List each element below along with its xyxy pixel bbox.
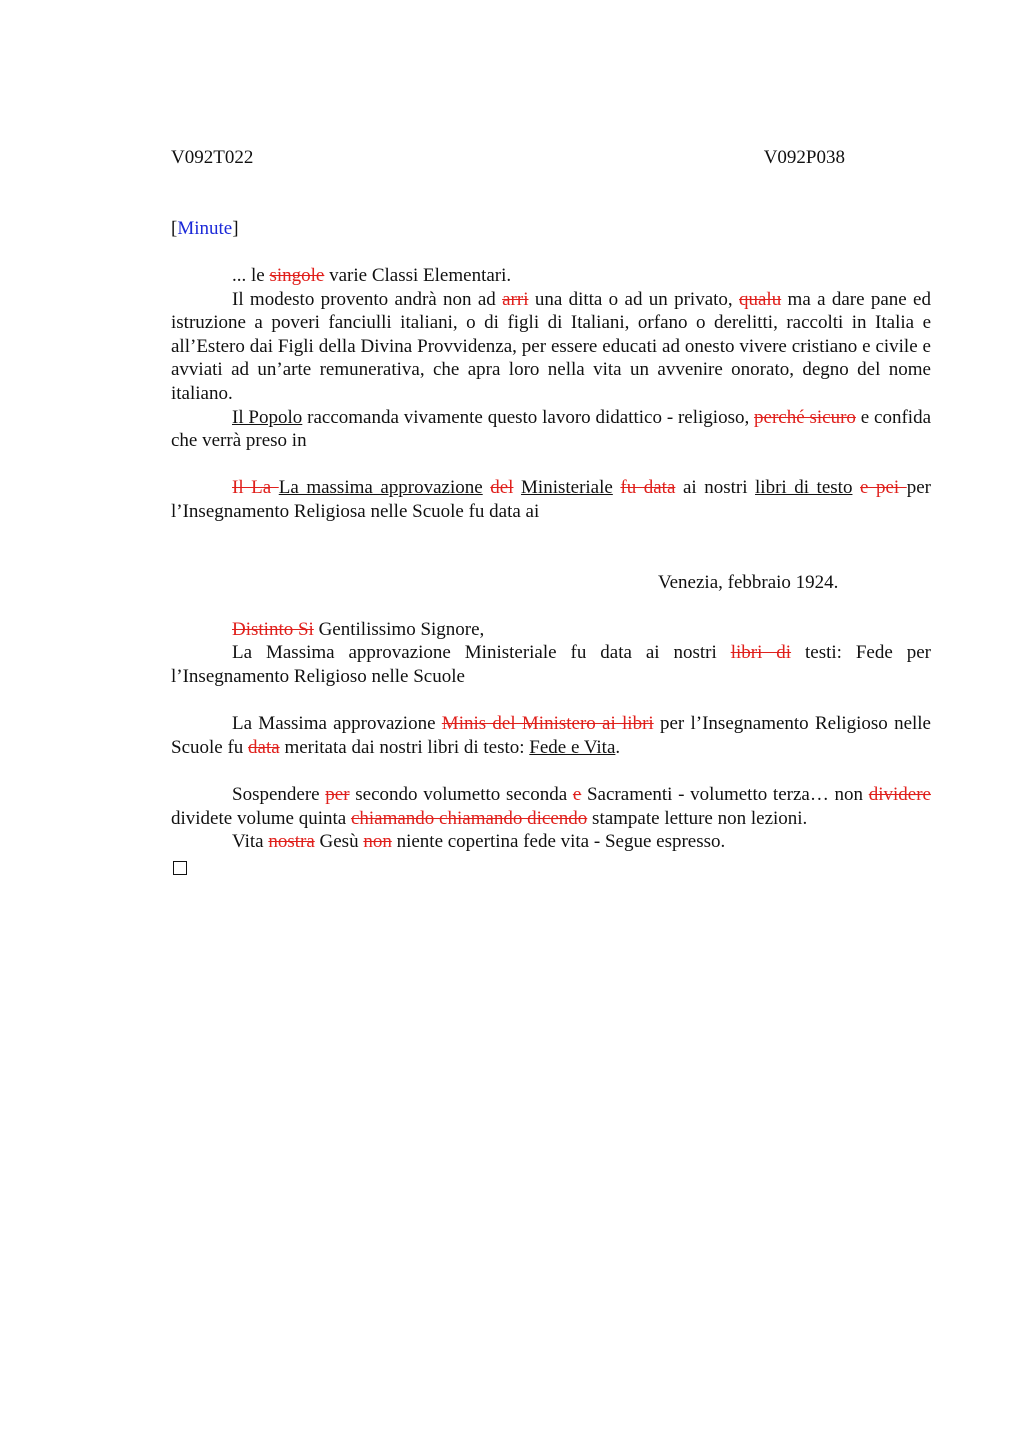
deleted-text: perché sicuro	[754, 406, 856, 428]
deleted-text: libri di	[730, 642, 792, 664]
deleted-text: e	[572, 784, 582, 806]
deleted-text: non	[363, 831, 392, 853]
document-page	[171, 146, 931, 881]
deleted-text: Distinto Si	[232, 618, 314, 640]
document-id-right: V092P038	[763, 147, 845, 168]
deleted-text: dividere	[868, 784, 931, 806]
salutation: Distinto Si Gentilissimo Signore,	[232, 618, 485, 640]
paragraph-8: Sospendere per secondo volumetto seconda e Sacramenti - volumetto terza… non dividere dividete volume quinta chiamando chiamando dicendo stampate letture non lezioni.	[171, 784, 931, 829]
paragraph-3: Il Popolo raccomanda vivamente questo lavoro didattico - religioso, perché sicuro e confida che verrà preso in	[171, 406, 932, 452]
deleted-text: fu data	[620, 477, 676, 499]
paragraph-1: ... le singole varie Classi Elementari.	[232, 264, 512, 286]
deleted-text: del	[490, 477, 514, 499]
deleted-text: per	[325, 784, 350, 806]
deleted-text: chiamando chiamando dicendo	[350, 807, 588, 829]
document-header	[171, 146, 845, 170]
paragraph-4: Il La La massima approvazione del Ministeriale fu data ai nostri libri di testo e pei per l’Insegnamento Religiosa nelle Scuole fu data ai	[171, 477, 931, 522]
paragraph-2: Il modesto provento andrà non ad arri una ditta o ad un privato, qualu ma a dare pane ed istruzione a poveri fanciulli italiani, o di figli di Italiani, orfano o derelitti, raccolti in Italia e all’Estero dai Figli della Divina Provvidenza, per essere educati ad onesto vivere cristiano e civile e avviati ad un’arte remunerativa, che apra loro nella vita un avvenire onorato, degno del nome italiano.	[171, 288, 931, 404]
minute-label: Minute	[177, 217, 233, 239]
deleted-text: e pei	[860, 477, 907, 499]
underlined-text: La massima approvazione	[278, 477, 483, 499]
section-label: [Minute]	[171, 217, 239, 239]
underlined-text: Ministeriale	[521, 477, 613, 499]
deleted-text: nostra	[268, 831, 315, 853]
deleted-text: data	[248, 736, 280, 758]
deleted-text: Minis del Ministero ai libri	[441, 713, 654, 735]
underlined-text: Il Popolo	[232, 406, 303, 428]
paragraph-7: La Massima approvazione Minis del Ministero ai libri per l’Insegnamento Religioso nelle Scuole fu data meritata dai nostri libri di testo: Fede e Vita.	[171, 713, 931, 758]
deleted-text: arri	[502, 288, 529, 310]
underlined-text: Fede e Vita	[529, 736, 616, 758]
deleted-text: Il La	[232, 477, 279, 499]
empty-square-icon	[173, 861, 187, 875]
document-id-left: V092T022	[171, 147, 254, 168]
date-line: Venezia, febbraio 1924.	[658, 571, 839, 593]
paragraph-6: La Massima approvazione Ministeriale fu data ai nostri libri di testi: Fede per l’Insegnamento Religioso nelle Scuole	[171, 642, 931, 688]
underlined-text: libri di testo	[755, 477, 853, 499]
deleted-text: singole	[269, 264, 325, 286]
paragraph-9: Vita nostra Gesù non niente copertina fede vita - Segue espresso.	[232, 831, 726, 853]
deleted-text: qualu	[739, 288, 782, 310]
